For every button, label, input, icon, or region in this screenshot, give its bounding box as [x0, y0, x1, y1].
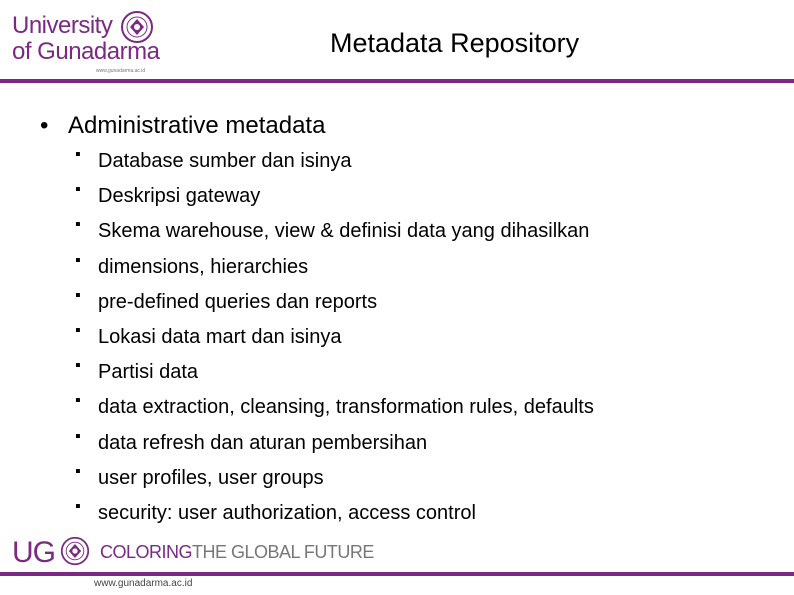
- list-item-text: data extraction, cleansing, transformation rules, defaults: [98, 396, 594, 419]
- list-item-text: dimensions, hierarchies: [98, 255, 309, 278]
- footer-branding: [12, 534, 392, 572]
- list-item-text: user profiles, user groups: [98, 466, 324, 489]
- square-bullet-icon: [76, 365, 84, 373]
- logo-line-1: University: [12, 12, 113, 39]
- university-seal-icon: [120, 10, 154, 44]
- logo-url: www.gunadarma.ac.id: [96, 68, 146, 74]
- footer-seal-icon: [60, 536, 90, 566]
- square-bullet-icon: [76, 471, 84, 479]
- square-bullet-icon: [76, 400, 84, 408]
- square-bullet-icon: [76, 154, 84, 162]
- square-bullet-icon: [76, 295, 84, 303]
- list-item-text: Lokasi data mart dan isinya: [98, 325, 342, 348]
- footer-url: www.gunadarma.ac.id: [94, 578, 193, 589]
- footer-tagline-global: THE GLOBAL FUTURE: [192, 542, 374, 562]
- square-bullet-icon: [76, 224, 84, 232]
- page-title: Metadata Repository: [330, 28, 580, 58]
- list-item-text: Skema warehouse, view & definisi data yang dihasilkan: [98, 220, 590, 243]
- round-bullet-icon: •: [40, 112, 49, 139]
- square-bullet-icon: [76, 189, 84, 197]
- square-bullet-icon: [76, 260, 84, 268]
- logo-line-2: of Gunadarma: [12, 38, 160, 65]
- list-item-text: data refresh dan aturan pembersihan: [98, 431, 428, 454]
- footer-ug-logo: UG: [12, 536, 55, 569]
- footer-divider: [0, 572, 794, 576]
- square-bullet-icon: [76, 436, 84, 444]
- university-logo: [12, 10, 162, 76]
- list-item-text: Database sumber dan isinya: [98, 150, 352, 172]
- list-item-text: security: user authorization, access control: [98, 501, 476, 524]
- square-bullet-icon: [76, 330, 84, 338]
- list-item-text: Partisi data: [98, 361, 199, 384]
- main-bullet-text: Administrative metadata: [68, 112, 326, 139]
- square-bullet-icon: [76, 506, 84, 514]
- list-item-text: Deskripsi gateway: [98, 185, 261, 208]
- footer-tagline-coloring: COLORING: [100, 542, 193, 562]
- header-divider: [0, 79, 794, 83]
- list-item-text: pre-defined queries dan reports: [98, 290, 378, 313]
